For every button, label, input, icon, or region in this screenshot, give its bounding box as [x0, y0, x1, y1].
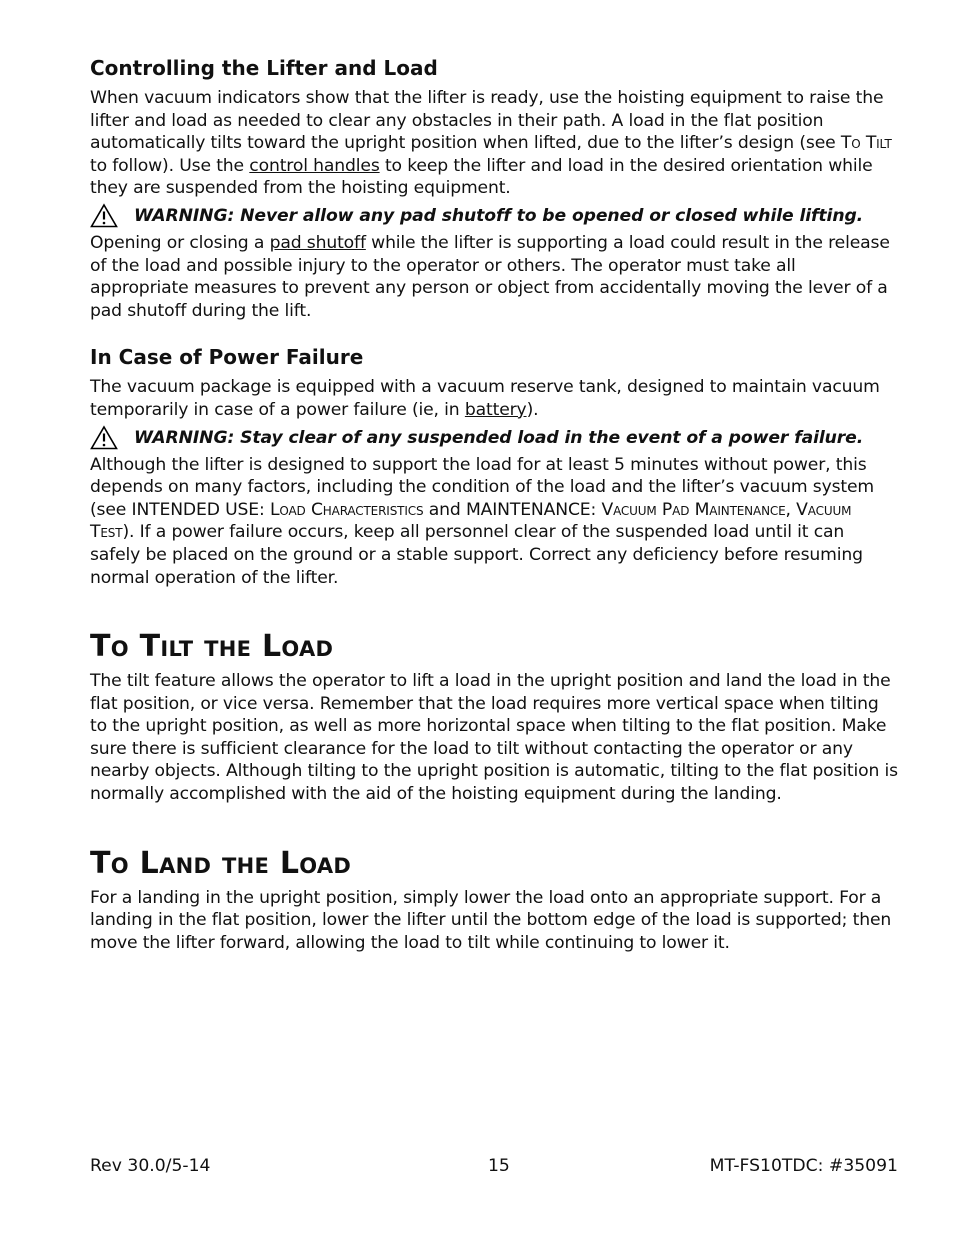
text-run: ). [526, 399, 539, 420]
footer-page-number: 15 [488, 1156, 510, 1176]
text-run: and MAINTENANCE: [423, 499, 602, 520]
warning-text: WARNING: Stay clear of any suspended load in the event of a power failure. [134, 427, 864, 448]
spacer [90, 589, 898, 628]
paragraph-power-intro [90, 376, 898, 421]
warning-power-failure [90, 427, 898, 450]
warning-triangle-icon [90, 203, 118, 228]
heading-controlling-lifter: Controlling the Lifter and Load [90, 56, 438, 80]
cross-reference-to-tilt: To Tilt [840, 133, 892, 154]
text-run: Opening or closing a [90, 232, 270, 253]
cross-reference-vacuum-pad-maintenance: Vacuum Pad Maintenance, Vacuum Test [90, 499, 852, 543]
link-control-handles[interactable]: control handles [249, 155, 380, 176]
heading-to-tilt-the-load: To Tilt the Load [90, 629, 334, 665]
text-run: while the lifter is supporting a load could result in the release of the load and possible injury to the operator or others. The operator must take all appropriate measures to prevent any person or object from accidentally moving the lever of a pad shutoff during the lift. [90, 232, 890, 321]
warning-pad-shutoff [90, 205, 898, 228]
cross-reference-load-characteristics: Load Characteristics [269, 499, 424, 520]
text-run: The vacuum package is equipped with a vacuum reserve tank, designed to maintain vacuum temporarily in case of a power failure (ie, in [90, 377, 880, 420]
spacer [90, 806, 898, 845]
paragraph-land: For a landing in the upright position, simply lower the load onto an appropriate support. For a landing in the flat position, lower the lifter until the bottom edge of the load is supported; then move the lifter forward, allowing the load to tilt while continuing to lower it. [90, 887, 892, 953]
paragraph-controlling-intro [90, 87, 898, 200]
footer-revision: Rev 30.0/5-14 [90, 1156, 211, 1176]
link-pad-shutoff[interactable]: pad shutoff [269, 232, 366, 253]
text-run: ). If a power failure occurs, keep all personnel clear of the suspended load until it can safely be placed on the ground or a stable support. Correct any deficiency before resuming normal operation of the lifter. [90, 522, 863, 588]
page-footer [90, 1154, 898, 1178]
heading-power-failure: In Case of Power Failure [90, 345, 364, 370]
text-run: Although the lifter is designed to support the load for at least 5 minutes without power, this depends on many factors, including the condition of the load and the lifter’s vacuum system (see INTENDED USE: [90, 454, 874, 520]
warning-triangle-icon [90, 425, 118, 450]
text-run: When vacuum indicators show that the lifter is ready, use the hoisting equipment to raise the lifter and load as needed to clear any obstacles in their path. A load in the flat position automatically tilts toward the upright position when lifted, due to the lifter’s design (see [90, 88, 884, 154]
text-run: to keep the lifter and load in the desired orientation while they are suspended from the hoisting equipment. [90, 155, 873, 199]
warning-text: WARNING: Never allow any pad shutoff to be opened or closed while lifting. [134, 205, 864, 226]
paragraph-power-details [90, 454, 898, 590]
link-battery[interactable]: battery [464, 399, 527, 420]
paragraph-pad-shutoff [90, 232, 898, 322]
paragraph-tilt: The tilt feature allows the operator to lift a load in the upright position and land the load in the flat position, or vice versa. Remember that the load requires more vertical space when tilting to the upright position, as well as more horizontal space when tilting to the flat position. Make sure there is sufficient clearance for the load to tilt without contacting the operator or any nearby objects. Although tilting to the upright position is automatic, tilting to the flat position is normally accomplished with the aid of the hoisting equipment during the landing. [90, 671, 898, 805]
footer-document-id: MT-FS10TDC: #35091 [709, 1156, 898, 1176]
spacer [90, 322, 898, 344]
heading-to-land-the-load: To Land the Load [90, 845, 352, 881]
page-content [90, 55, 898, 954]
text-run: to follow). Use the [90, 155, 250, 176]
